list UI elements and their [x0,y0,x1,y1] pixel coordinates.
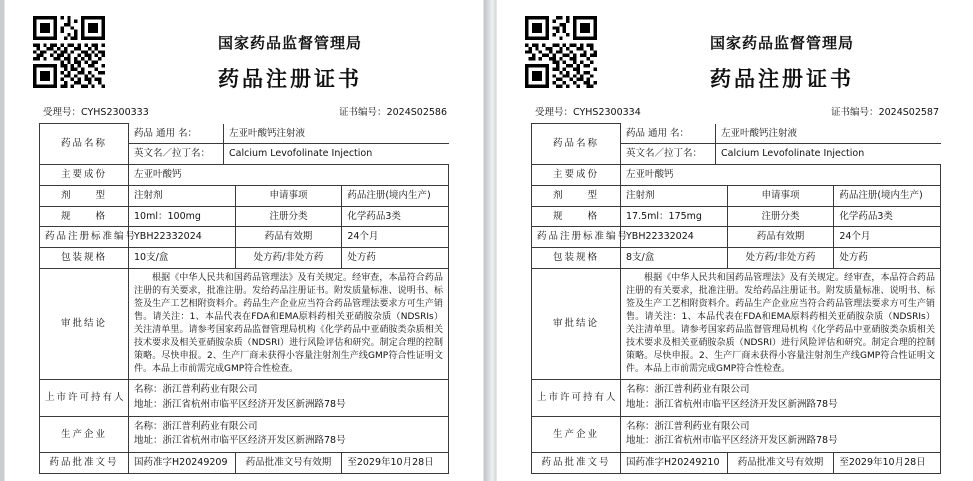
value-dosage-form: 注射剂 [129,185,236,206]
table-row-manufacturer [532,416,941,452]
table-row-mah [532,380,941,416]
table-row-standard-number [40,227,449,248]
value-manufacturer [621,416,941,452]
label-conclusion: 审批结论 [532,268,621,379]
label-drug-name: 药品名称 [532,124,621,165]
label-prescription-type: 处方药/非处方药 [727,248,834,269]
value-approval-validity: 至2029年10月28日 [834,453,941,474]
label-standard-number: 药品注册标准编号 [40,227,129,248]
value-standard-number: YBH22332024 [129,227,236,248]
meta-row [531,104,941,120]
title-block [125,32,455,93]
mah-name: 名称：浙江普利药业有限公司 [626,384,750,396]
label-dosage-form: 剂 型 [40,185,129,206]
certificate-table [39,123,449,474]
value-english-name: Calcium Levofolinate Injection [224,144,449,164]
document-header [497,0,973,100]
table-row-package [40,248,449,269]
issuing-authority: 国家药品监督管理局 [709,34,854,52]
label-shelf-life: 药品有效期 [235,227,342,248]
value-conclusion: 根据《中华人民共和国药品管理法》及有关规定。经审查，本品符合药品注册的有关要求，批准注册。发给药品注册证书。附发质量标准、说明书、标签及生产工艺相附资料介。药品生产企业应当符合药品管理法要求方可生产销售。请关注：1、本品代表在FDA和EMA原料药相关亚硝胺杂质（NDSRIs）关注清单里。请参考国家药品监督管理局机构《化学药品中亚硝胺类杂质相关技术要求及相关亚硝胺杂质（NDSRI）进行风险评估和研究。制定合理的控制策略。尽快申报。2、生产厂商未获得小容量注射剂生产线GMP符合性证明文件。本品上市前需完成GMP符合性检查。 [129,268,449,379]
value-shelf-life: 24个月 [834,227,941,248]
label-english-name: 英文名／拉丁名： [621,144,716,164]
label-application: 申请事项 [727,185,834,206]
label-approval-validity: 药品批准文号有效期 [727,453,834,474]
value-package: 8支/盒 [621,248,728,269]
label-registration-class: 注册分类 [727,206,834,227]
label-drug-name: 药品名称 [40,124,129,165]
label-approval-number: 药品批准文号 [40,453,129,474]
acceptance-number: 受理号：CYHS2300333 [43,107,149,118]
label-specification: 规 格 [40,206,129,227]
value-approval-validity: 至2029年10月28日 [342,453,449,474]
certificate-table [531,123,941,474]
acceptance-number: 受理号：CYHS2300334 [535,107,641,118]
label-package: 包装规格 [40,248,129,269]
label-mah: 上市许可持有人 [40,380,129,416]
issuing-authority: 国家药品监督管理局 [217,34,362,52]
label-generic-name: 药品 通用 名： [129,124,224,144]
label-conclusion: 审批结论 [40,268,129,379]
value-prescription-type: 处方药 [342,248,449,269]
label-dosage-form: 剂 型 [532,185,621,206]
value-approval-number: 国药准字H20249210 [621,453,728,474]
value-registration-class: 化学药品3类 [834,206,941,227]
value-shelf-life: 24个月 [342,227,449,248]
value-conclusion: 根据《中华人民共和国药品管理法》及有关规定。经审查，本品符合药品注册的有关要求，批准注册。发给药品注册证书。附发质量标准、说明书、标签及生产工艺相附资料介。药品生产企业应当符合药品管理法要求方可生产销售。请关注：1、本品代表在FDA和EMA原料药相关亚硝胺杂质（NDSRIs）关注清单里。请参考国家药品监督管理局机构《化学药品中亚硝胺类杂质相关技术要求及相关亚硝胺杂质（NDSRI）进行风险评估和研究。制定合理的控制策略。尽快申报。2、生产厂商未获得小容量注射剂生产线GMP符合性证明文件。本品上市前需完成GMP符合性检查。 [621,268,941,379]
table-row-dosage-form [40,185,449,206]
table-row-package [532,248,941,269]
label-ingredient: 主要成份 [532,165,621,186]
label-manufacturer: 生产企业 [532,416,621,452]
value-dosage-form: 注射剂 [621,185,728,206]
label-standard-number: 药品注册标准编号 [532,227,621,248]
label-specification: 规 格 [532,206,621,227]
label-ingredient: 主要成份 [40,165,129,186]
title-block [617,32,947,93]
mah-name: 名称：浙江普利药业有限公司 [134,384,258,396]
label-registration-class: 注册分类 [235,206,342,227]
value-approval-number: 国药准字H20249209 [129,453,236,474]
label-mah: 上市许可持有人 [532,380,621,416]
drug-name-group [621,124,941,165]
value-application: 药品注册(境内生产) [834,185,941,206]
manufacturer-address: 地址：浙江省杭州市临平区经济开发区新洲路78号 [626,435,838,447]
value-ingredient: 左亚叶酸钙 [621,165,941,186]
value-manufacturer [129,416,449,452]
table-row-dosage-form [532,185,941,206]
certificate-page-right [497,0,973,481]
table-row-conclusion [532,268,941,379]
value-generic-name: 左亚叶酸钙注射液 [716,124,941,144]
value-application: 药品注册(境内生产) [342,185,449,206]
manufacturer-name: 名称：浙江普利药业有限公司 [626,420,750,432]
table-row-manufacturer [40,416,449,452]
label-generic-name: 药品 通用 名： [621,124,716,144]
label-shelf-life: 药品有效期 [727,227,834,248]
mah-address: 地址：浙江省杭州市临平区经济开发区新洲路78号 [134,398,346,410]
table-row-standard-number [532,227,941,248]
value-package: 10支/盒 [129,248,236,269]
qr-code-icon [525,16,597,88]
value-standard-number: YBH22332024 [621,227,728,248]
label-manufacturer: 生产企业 [40,416,129,452]
table-row-specification [40,206,449,227]
certificate-page-left [5,0,483,481]
certificate-number: 证书编号：2024S02587 [831,107,939,118]
table-row-ingredient [532,165,941,186]
mah-address: 地址：浙江省杭州市临平区经济开发区新洲路78号 [626,398,838,410]
manufacturer-name: 名称：浙江普利药业有限公司 [134,420,258,432]
manufacturer-address: 地址：浙江省杭州市临平区经济开发区新洲路78号 [134,435,346,447]
meta-row [39,104,449,120]
value-specification: 10ml：100mg [129,206,236,227]
table-row-specification [532,206,941,227]
value-english-name: Calcium Levofolinate Injection [716,144,941,164]
page-gutter [483,0,497,481]
label-english-name: 英文名／拉丁名： [129,144,224,164]
table-row-drug-name [532,124,941,165]
label-approval-number: 药品批准文号 [532,453,621,474]
label-application: 申请事项 [235,185,342,206]
qr-code-icon [33,16,105,88]
table-row-approval-number [532,453,941,474]
value-mah [129,380,449,416]
label-package: 包装规格 [532,248,621,269]
value-mah [621,380,941,416]
table-row-mah [40,380,449,416]
document-title: 药品注册证书 [218,67,362,91]
table-row-ingredient [40,165,449,186]
value-generic-name: 左亚叶酸钙注射液 [224,124,449,144]
document-title: 药品注册证书 [710,67,854,91]
value-specification: 17.5ml：175mg [621,206,728,227]
table-row-conclusion [40,268,449,379]
table-row-drug-name [40,124,449,165]
label-approval-validity: 药品批准文号有效期 [235,453,342,474]
value-registration-class: 化学药品3类 [342,206,449,227]
value-prescription-type: 处方药 [834,248,941,269]
certificate-number: 证书编号：2024S02586 [339,107,447,118]
label-prescription-type: 处方药/非处方药 [235,248,342,269]
value-ingredient: 左亚叶酸钙 [129,165,449,186]
table-row-approval-number [40,453,449,474]
document-header [5,0,483,100]
drug-name-group [129,124,449,165]
